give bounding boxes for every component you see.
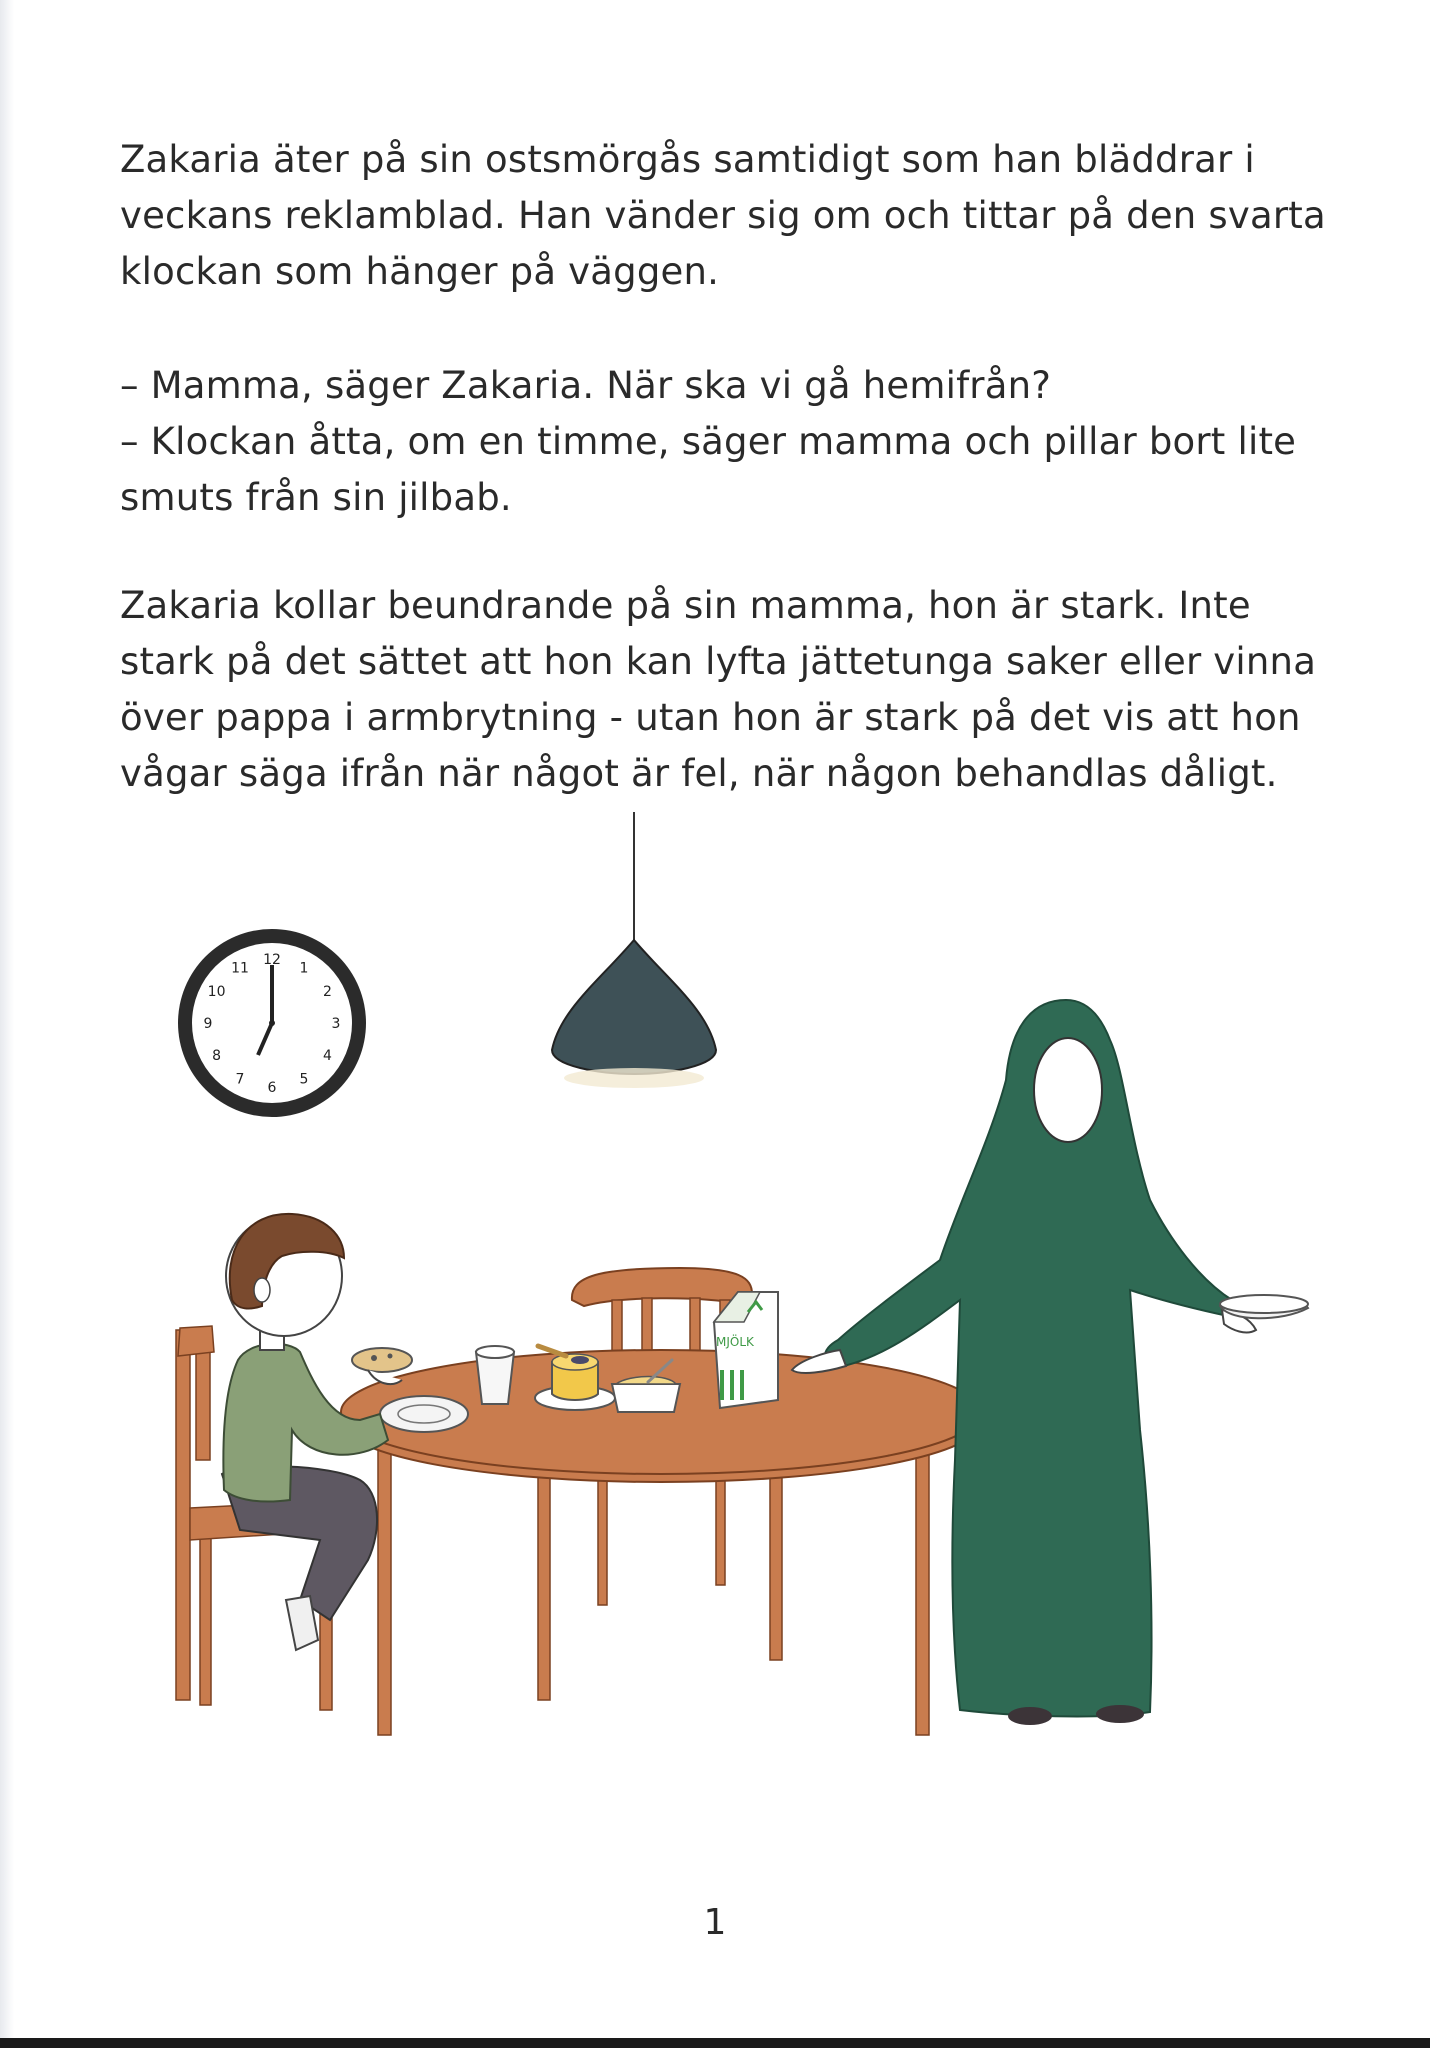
mother-in-jilbab bbox=[792, 1000, 1308, 1725]
clock-numeral: 11 bbox=[231, 960, 249, 977]
clock-numeral: 2 bbox=[322, 984, 332, 1000]
plate bbox=[380, 1396, 468, 1432]
clock-numeral: 4 bbox=[322, 1048, 332, 1064]
clock-numeral: 1 bbox=[299, 960, 309, 977]
wall-clock bbox=[178, 929, 366, 1117]
ceiling-lamp bbox=[552, 940, 716, 1088]
story-dialog bbox=[120, 358, 1340, 526]
dialog-line-zakaria: – Mamma, säger Zakaria. När ska vi gå hemifrån? bbox=[120, 364, 1052, 407]
clock-numeral: 10 bbox=[207, 984, 226, 1000]
clock-numeral: 9 bbox=[203, 1016, 213, 1032]
clock-numeral: 5 bbox=[299, 1071, 309, 1088]
clock-numeral: 3 bbox=[331, 1016, 341, 1032]
kitchen-illustration bbox=[0, 800, 1430, 1760]
dialog-line-mamma: – Klockan åtta, om en timme, säger mamma och pillar bort lite smuts från sin jilbab. bbox=[120, 420, 1297, 519]
milk-carton bbox=[714, 1292, 778, 1408]
milk-carton-label: MJÖLK bbox=[716, 1335, 754, 1349]
clock-numeral: 8 bbox=[212, 1048, 222, 1064]
clock-numeral: 6 bbox=[267, 1080, 277, 1096]
clock-numeral: 7 bbox=[235, 1071, 245, 1088]
story-paragraph-3 bbox=[120, 578, 1340, 802]
drinking-glass bbox=[476, 1346, 514, 1404]
paragraph-text: Zakaria kollar beundrande på sin mamma, hon är stark. Inte stark på det sättet att hon kan lyfta jättetunga saker eller vinna över pappa i armbrytning - utan hon är stark på det vis att hon vågar säga ifrån när något är fel, när någon behandlas dåligt. bbox=[120, 584, 1317, 795]
story-paragraph-1 bbox=[120, 132, 1340, 300]
page-number: 1 bbox=[703, 1902, 727, 1943]
paragraph-text: Zakaria äter på sin ostsmörgås samtidigt som han bläddrar i veckans reklamblad. Han vänder sig om och tittar på den svarta klockan som hänger på väggen. bbox=[120, 138, 1326, 293]
page-bottom-edge bbox=[0, 2038, 1430, 2048]
clock-numeral: 12 bbox=[263, 952, 281, 968]
